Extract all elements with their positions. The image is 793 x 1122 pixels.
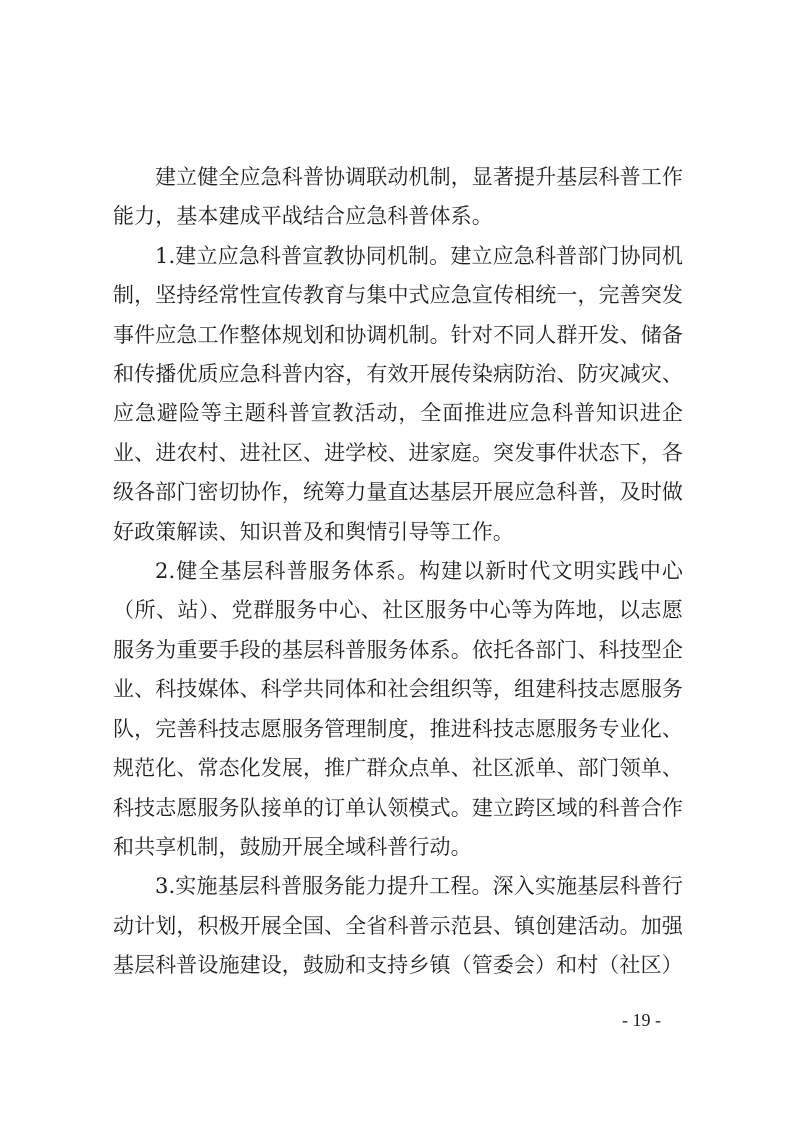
paragraph-item-1: 1.建立应急科普宣教协同机制。建立应急科普部门协同机制，坚持经常性宣传教育与集中式应急宣传相统一，完善突发事件应急工作整体规划和协调机制。针对不同人群开发、储备和传播优质应急科普内容，有效开展传染病防治、防灾减灾、应急避险等主题科普宣教活动，全面推进应急科普知识进企业、进农村、进社区、进学校、进家庭。突发事件状态下，各级各部门密切协作，统筹力量直达基层开展应急科普，及时做好政策解读、知识普及和舆情引导等工作。 xyxy=(113,243,683,544)
paragraph-item-3: 3.实施基层科普服务能力提升工程。深入实施基层科普行动计划，积极开展全国、全省科普示范县、镇创建活动。加强基层科普设施建设，鼓励和支持乡镇（管委会）和村（社区） xyxy=(113,874,683,978)
page-number: - 19 - xyxy=(622,1010,661,1030)
paragraph-intro: 建立健全应急科普协调联动机制，显著提升基层科普工作能力，基本建成平战结合应急科普体系。 xyxy=(113,165,683,229)
paragraph-item-2: 2.健全基层科普服务体系。构建以新时代文明实践中心（所、站）、党群服务中心、社区服务中心等为阵地，以志愿服务为重要手段的基层科普服务体系。依托各部门、科技型企业、科技媒体、科学共同体和社会组织等，组建科技志愿服务队，完善科技志愿服务管理制度，推进科技志愿服务专业化、规范化、常态化发展，推广群众点单、社区派单、部门领单、科技志愿服务队接单的订单认领模式。建立跨区域的科普合作和共享机制，鼓励开展全域科普行动。 xyxy=(113,559,683,859)
document-body xyxy=(113,158,683,986)
